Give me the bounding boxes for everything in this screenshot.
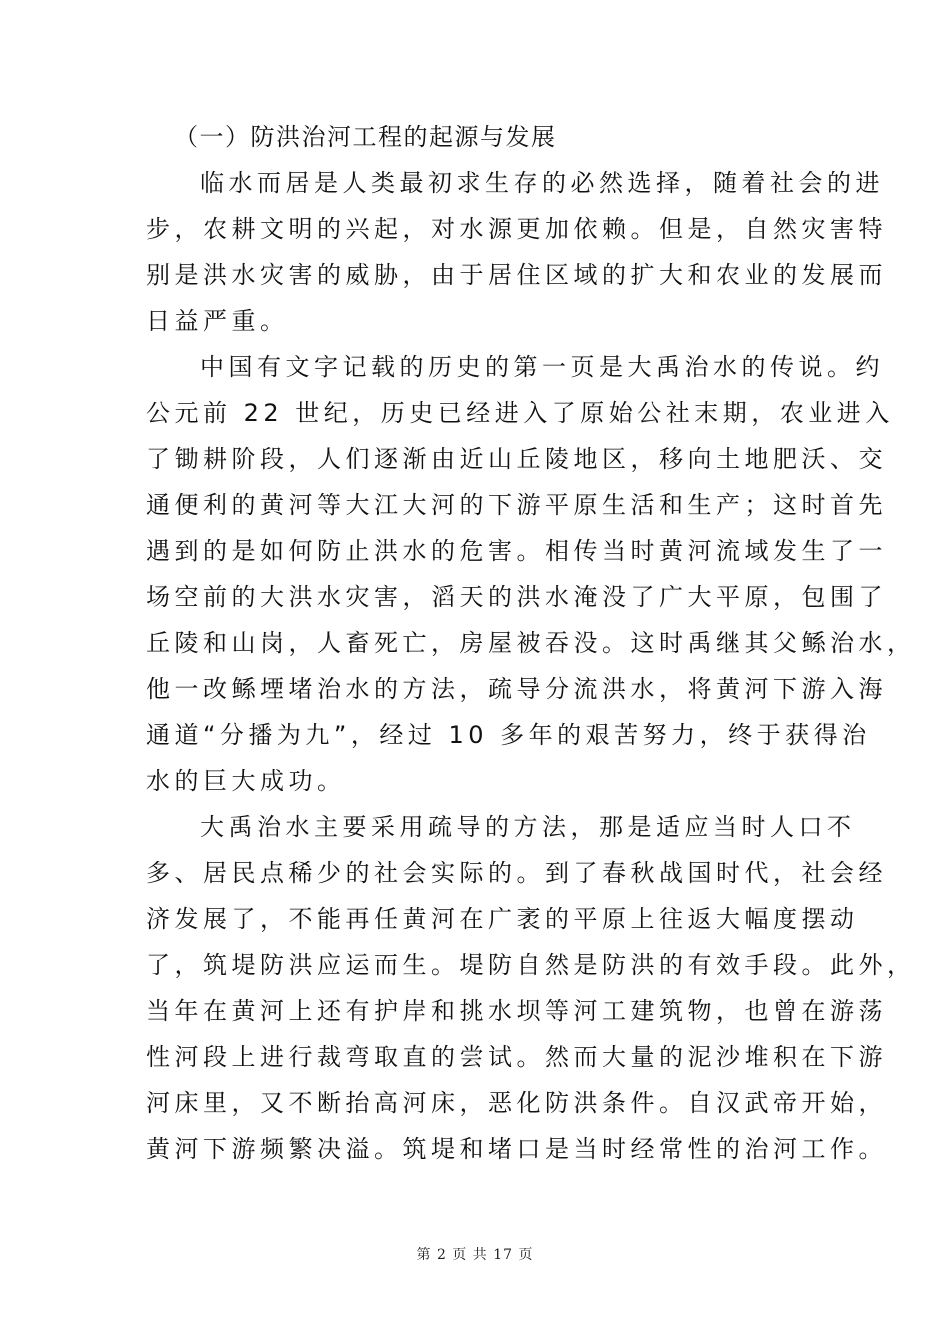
paragraph-line: 河床里，又不断抬高河床，恶化防洪条件。自汉武帝开始， [146, 1089, 887, 1117]
section-heading: （一）防洪治河工程的起源与发展 [174, 123, 557, 151]
paragraph-line: 了锄耕阶段，人们逐渐由近山丘陵地区，移向土地肥沃、交 [146, 445, 887, 473]
paragraph-line: 了，筑堤防洪应运而生。堤防自然是防洪的有效手段。此外， [146, 951, 916, 979]
paragraph-line: 他一改鲧堙堵治水的方法，疏导分流洪水，将黄河下游入海 [146, 675, 887, 703]
paragraph-line: 日益严重。 [146, 307, 289, 335]
paragraph-line: 丘陵和山岗，人畜死亡，房屋被吞没。这时禹继其父鲧治水， [146, 629, 916, 657]
paragraph-line: 当年在黄河上还有护岸和挑水坝等河工建筑物，也曾在游荡 [146, 997, 887, 1025]
paragraph-line: 济发展了，不能再任黄河在广袤的平原上往返大幅度摆动 [146, 905, 859, 933]
paragraph-line: 中国有文字记载的历史的第一页是大禹治水的传说。约 [200, 353, 884, 381]
paragraph-1 [146, 160, 887, 344]
paragraph-line: 通道“分播为九”，经过 10 多年的艰苦努力，终于获得治 [146, 721, 871, 749]
document-body [146, 114, 916, 1172]
paragraph-line: 多、居民点稀少的社会实际的。到了春秋战国时代，社会经 [146, 859, 887, 887]
paragraph-line: 公元前 22 世纪，历史已经进入了原始公社末期，农业进入 [146, 399, 894, 427]
paragraph-line: 遇到的是如何防止洪水的危害。相传当时黄河流域发生了一 [146, 537, 887, 565]
paragraph-2 [146, 344, 916, 804]
paragraph-line: 性河段上进行裁弯取直的尝试。然而大量的泥沙堆积在下游 [146, 1043, 887, 1071]
paragraph-line: 大禹治水主要采用疏导的方法，那是适应当时人口不 [200, 813, 856, 841]
paragraph-line: 黄河下游频繁决溢。筑堤和堵口是当时经常性的治河工作。 [146, 1135, 887, 1163]
paragraph-3 [146, 804, 916, 1172]
paragraph-line: 通便利的黄河等大江大河的下游平原生活和生产；这时首先 [146, 491, 887, 519]
paragraph-line: 步，农耕文明的兴起，对水源更加依赖。但是，自然灾害特 [146, 215, 887, 243]
paragraph-line: 场空前的大洪水灾害，滔天的洪水淹没了广大平原，包围了 [146, 583, 887, 611]
paragraph-line: 水的巨大成功。 [146, 767, 346, 795]
paragraph-line: 别是洪水灾害的威胁，由于居住区域的扩大和农业的发展而 [146, 261, 887, 289]
paragraph-line: 临水而居是人类最初求生存的必然选择，随着社会的进 [200, 169, 884, 197]
page-number-footer: 第 2 页 共 17 页 [416, 1247, 534, 1263]
